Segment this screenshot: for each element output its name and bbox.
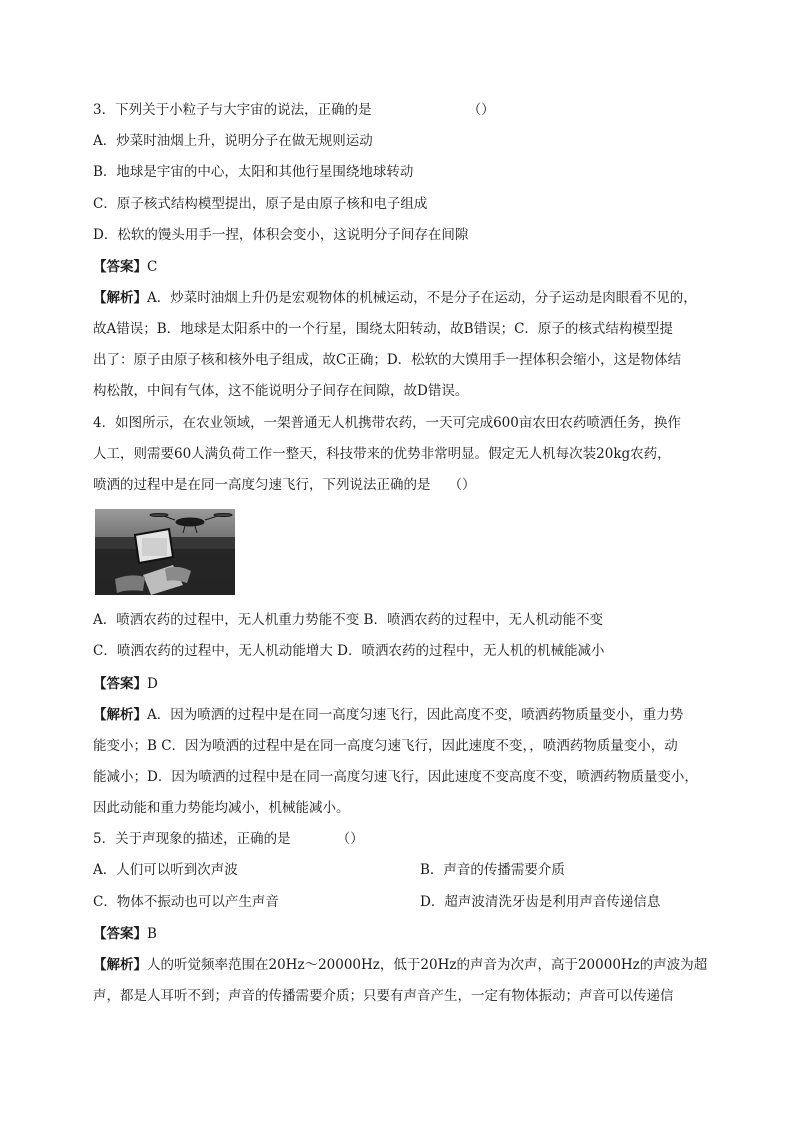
q4-answer-line bbox=[93, 674, 705, 694]
q3-answer-bracket: （） bbox=[467, 102, 495, 118]
q5-option-c: C．物体不振动也可以产生声音 bbox=[93, 894, 279, 910]
q3-option-b: B．地球是宇宙的中心，太阳和其他行星围绕地球转动 bbox=[93, 164, 414, 180]
q3-option-d: D．松软的馒头用手一捏，体积会变小，这说明分子间存在间隙 bbox=[93, 227, 469, 243]
q4-answer-label: 【答案】 bbox=[93, 676, 147, 692]
q4-analysis-text-4: 因此动能和重力势能均减小，机械能减小。 bbox=[93, 800, 350, 816]
q5-answer-line bbox=[93, 924, 705, 944]
q5-options-row-2 bbox=[93, 892, 705, 912]
q4-stem-1: 4．如图所示，在农业领域，一架普通无人机携带农药，一天可完成600亩农田农药喷洒任务，换作 bbox=[93, 415, 681, 431]
q3-answer-line bbox=[93, 257, 705, 277]
q3-stem-line bbox=[93, 100, 705, 120]
q5-answer-value: B bbox=[147, 926, 157, 942]
q5-stem: 5．关于声现象的描述，正确的是 bbox=[93, 831, 291, 847]
q5-option-d: D．超声波清洗牙齿是利用声音传递信息 bbox=[420, 894, 661, 910]
q4-analysis-line bbox=[93, 705, 705, 725]
q3-analysis-text-1: A．炒菜时油烟上升仍是宏观物体的机械运动，不是分子在运动，分子运动是肉眼看不见的， bbox=[147, 290, 697, 306]
q5-answer-bracket: （） bbox=[336, 831, 364, 847]
q3-stem: 3．下列关于小粒子与大宇宙的说法，正确的是 bbox=[93, 102, 372, 118]
q4-options-row-1: A．喷洒农药的过程中，无人机重力势能不变 B．喷洒农药的过程中，无人机动能不变 bbox=[93, 612, 603, 628]
q4-answer-bracket: （） bbox=[448, 477, 476, 493]
q4-answer-value: D bbox=[147, 676, 158, 692]
drone-photo-image bbox=[95, 509, 235, 595]
q4-stem-line-3 bbox=[93, 475, 705, 495]
q3-option-c: C．原子核式结构模型提出，原子是由原子核和电子组成 bbox=[93, 196, 428, 212]
q3-analysis-text-4: 构松散，中间有气体，这不能说明分子间存在间隙，故D错误。 bbox=[93, 383, 469, 399]
q5-analysis-label: 【解析】 bbox=[93, 957, 147, 973]
q3-analysis-text-3: 出了：原子由原子核和核外电子组成，故C正确；D．松软的大馍用手一捏体积会缩小，这是物体结 bbox=[93, 352, 682, 368]
q4-analysis-label: 【解析】 bbox=[93, 707, 147, 723]
q3-answer-label: 【答案】 bbox=[93, 259, 147, 275]
q5-option-a: A．人们可以听到次声波 bbox=[93, 862, 238, 878]
q3-answer-value: C bbox=[147, 259, 158, 275]
q3-analysis-line bbox=[93, 288, 705, 308]
q3-analysis-text-2: 故A错误；B．地球是太阳系中的一个行星，围绕太阳转动，故B错误；C．原子的核式结构模型提 bbox=[93, 321, 673, 337]
q5-analysis-text-2: 声，都是人耳听不到；声音的传播需要介质；只要有声音产生，一定有物体振动；声音可以传递信 bbox=[93, 988, 674, 1004]
q4-stem-2: 人工，则需要60人满负荷工作一整天，科技带来的优势非常明显。假定无人机每次装20kg农药， bbox=[93, 446, 671, 462]
q4-analysis-text-1: A．因为喷洒的过程中是在同一高度匀速飞行，因此高度不变，喷洒药物质量变小，重力势 bbox=[147, 707, 684, 723]
q5-option-b: B．声音的传播需要介质 bbox=[420, 862, 565, 878]
q3-option-a: A．炒菜时油烟上升，说明分子在做无规则运动 bbox=[93, 133, 373, 149]
q5-answer-label: 【答案】 bbox=[93, 926, 147, 942]
q5-stem-line bbox=[93, 829, 705, 849]
q5-analysis-line bbox=[93, 955, 708, 975]
q5-options-row-1 bbox=[93, 860, 705, 880]
q4-analysis-text-2: 能变小；B C．因为喷洒的过程中是在同一高度匀速飞行，因此速度不变，，喷洒药物质量变小，动 bbox=[93, 738, 678, 754]
drone-spraying-photo bbox=[95, 509, 235, 595]
q3-analysis-label: 【解析】 bbox=[93, 290, 147, 306]
q4-analysis-text-3: 能减小；D．因为喷洒的过程中是在同一高度匀速飞行，因此速度不变高度不变，喷洒药物质量变小， bbox=[93, 769, 698, 785]
q5-analysis-text-1: 人的听觉频率范围在20Hz～20000Hz，低于20Hz的声音为次声，高于20000Hz的声波为超 bbox=[147, 957, 708, 973]
q4-stem-3: 喷洒的过程中是在同一高度匀速飞行，下列说法正确的是 bbox=[93, 477, 431, 493]
q4-options-row-2: C．喷洒农药的过程中，无人机动能增大 D．喷洒农药的过程中，无人机的机械能减小 bbox=[93, 643, 605, 659]
